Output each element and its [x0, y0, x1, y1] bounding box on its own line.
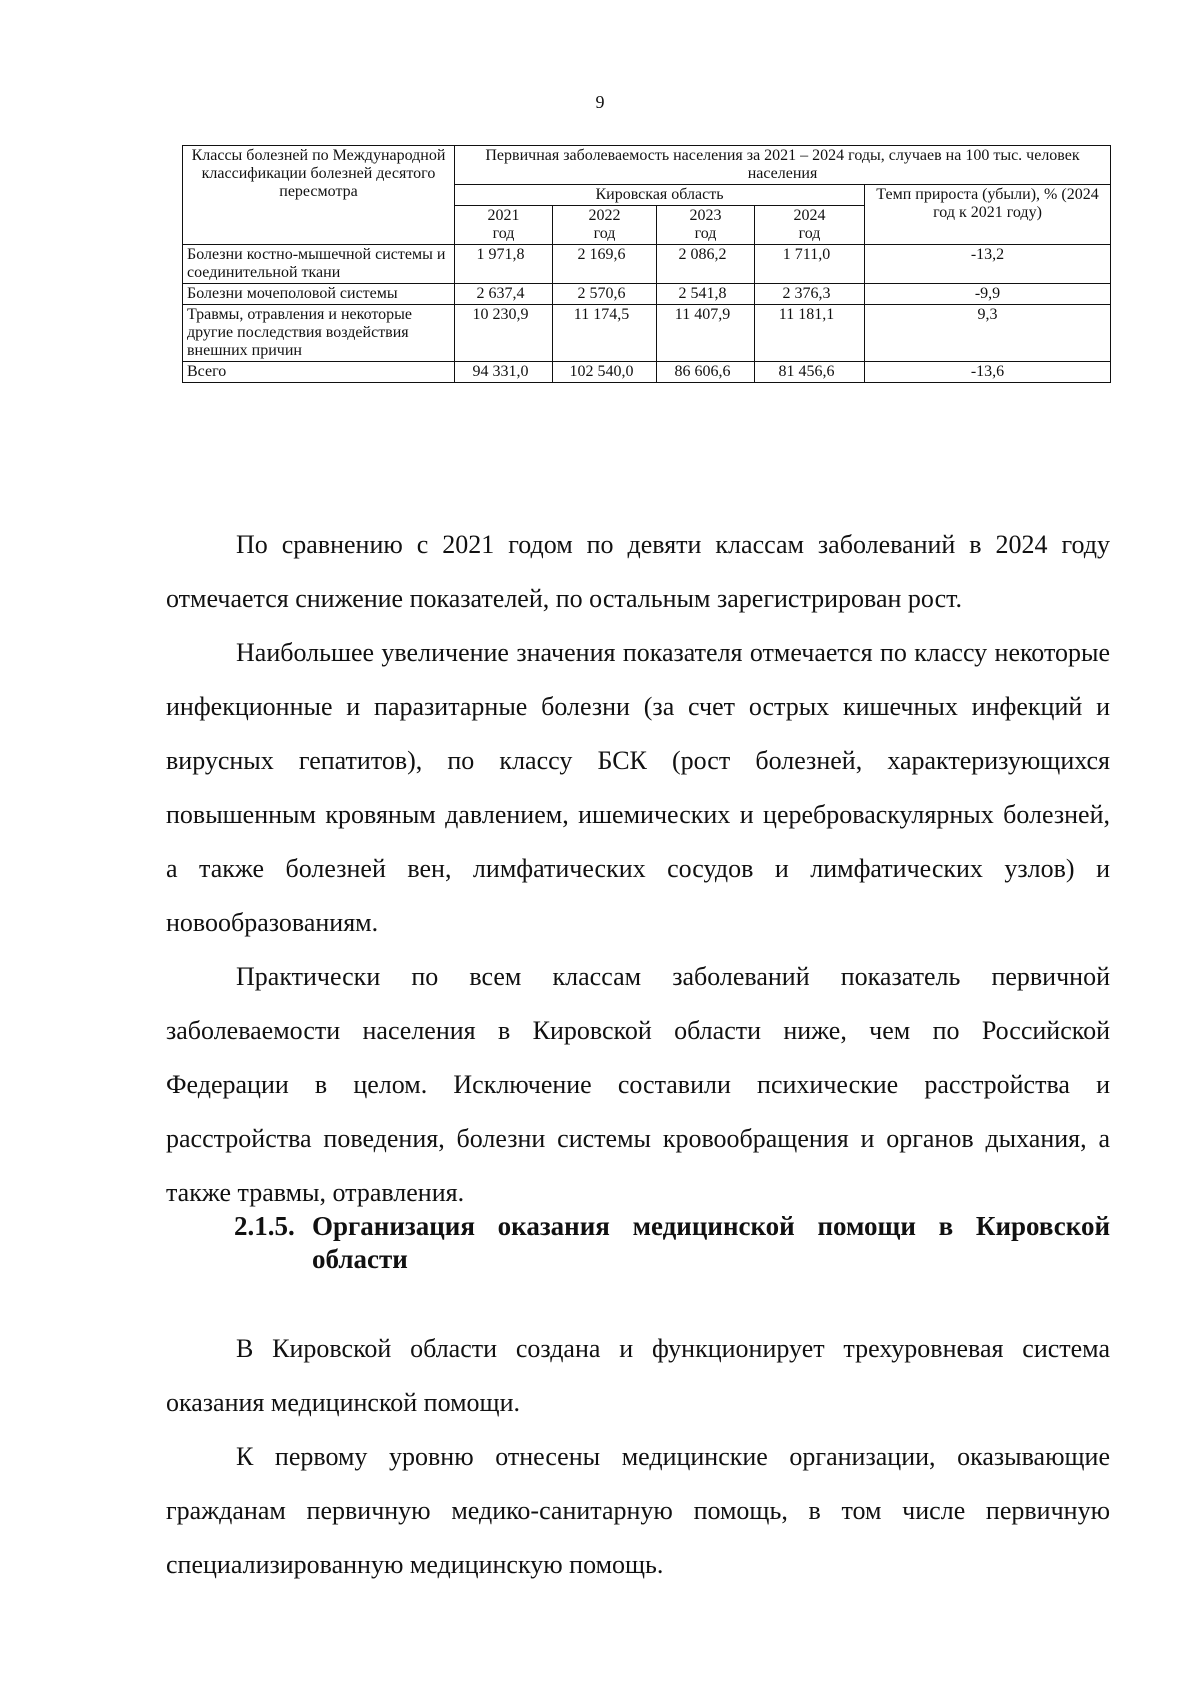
cell-value: 11 407,9	[657, 305, 755, 362]
header-year: 2024 год	[755, 206, 865, 245]
cell-value: 11 181,1	[755, 305, 865, 362]
table-header-row	[183, 146, 1111, 185]
body-text-block	[166, 1322, 1110, 1592]
cell-value: 2 637,4	[455, 284, 553, 305]
section-heading	[166, 1210, 1110, 1276]
header-classes: Классы болезней по Международной классификации болезней десятого пересмотра	[183, 146, 455, 245]
cell-value: 1 711,0	[755, 245, 865, 284]
cell-growth: -13,2	[865, 245, 1111, 284]
cell-value: 2 541,8	[657, 284, 755, 305]
header-region: Кировская область	[455, 185, 865, 206]
cell-growth: 9,3	[865, 305, 1111, 362]
table-row	[183, 284, 1111, 305]
cell-value: 11 174,5	[553, 305, 657, 362]
header-year: 2021 год	[455, 206, 553, 245]
row-name: Травмы, отравления и некоторые другие последствия воздействия внешних причин	[183, 305, 455, 362]
cell-value: 86 606,6	[657, 362, 755, 383]
header-year: 2022 год	[553, 206, 657, 245]
row-name: Болезни мочеполовой системы	[183, 284, 455, 305]
cell-value: 2 570,6	[553, 284, 657, 305]
section-title: Организация оказания медицинской помощи в Кировской области	[312, 1211, 1110, 1274]
cell-value: 10 230,9	[455, 305, 553, 362]
cell-growth: -9,9	[865, 284, 1111, 305]
cell-value: 81 456,6	[755, 362, 865, 383]
table-row	[183, 245, 1111, 284]
cell-value: 2 169,6	[553, 245, 657, 284]
morbidity-table	[182, 145, 1111, 383]
paragraph: Практически по всем классам заболеваний показатель первичной заболеваемости населения в Кировской области ниже, чем по Российской Федерации в целом. Исключение составили психические расстройства и расстройства поведения, болезни системы кровообращения и органов дыхания, а также травмы, отравления.	[166, 962, 1110, 1207]
row-name: Болезни костно-мышечной системы и соединительной ткани	[183, 245, 455, 284]
header-year: 2023 год	[657, 206, 755, 245]
paragraph: К первому уровню отнесены медицинские организации, оказывающие гражданам первичную медико-санитарную помощь, в том числе первичную специализированную медицинскую помощь.	[166, 1442, 1110, 1579]
paragraph: По сравнению с 2021 годом по девяти классам заболеваний в 2024 году отмечается снижение показателей, по остальным зарегистрирован рост.	[166, 530, 1110, 613]
cell-value: 94 331,0	[455, 362, 553, 383]
section-number: 2.1.5.	[234, 1211, 295, 1241]
cell-growth: -13,6	[865, 362, 1111, 383]
row-name: Всего	[183, 362, 455, 383]
header-growth: Темп прироста (убыли), % (2024 год к 2021 году)	[865, 185, 1111, 245]
page-number: 9	[595, 92, 605, 112]
cell-value: 102 540,0	[553, 362, 657, 383]
cell-value: 2 376,3	[755, 284, 865, 305]
cell-value: 2 086,2	[657, 245, 755, 284]
table-row	[183, 362, 1111, 383]
body-text-block	[166, 518, 1110, 1220]
table-row	[183, 305, 1111, 362]
paragraph: Наибольшее увеличение значения показателя отмечается по классу некоторые инфекционные и паразитарные болезни (за счет острых кишечных инфекций и вирусных гепатитов), по классу БСК (рост болезней, характеризующихся повышенным кровяным давлением, ишемических и цереброваскулярных болезней, а также болезней вен, лимфатических сосудов и лимфатических узлов) и новообразованиям.	[166, 638, 1110, 937]
paragraph: В Кировской области создана и функционирует трехуровневая система оказания медицинской помощи.	[166, 1334, 1110, 1417]
header-primary: Первичная заболеваемость населения за 2021 – 2024 годы, случаев на 100 тыс. человек населения	[455, 146, 1111, 185]
cell-value: 1 971,8	[455, 245, 553, 284]
